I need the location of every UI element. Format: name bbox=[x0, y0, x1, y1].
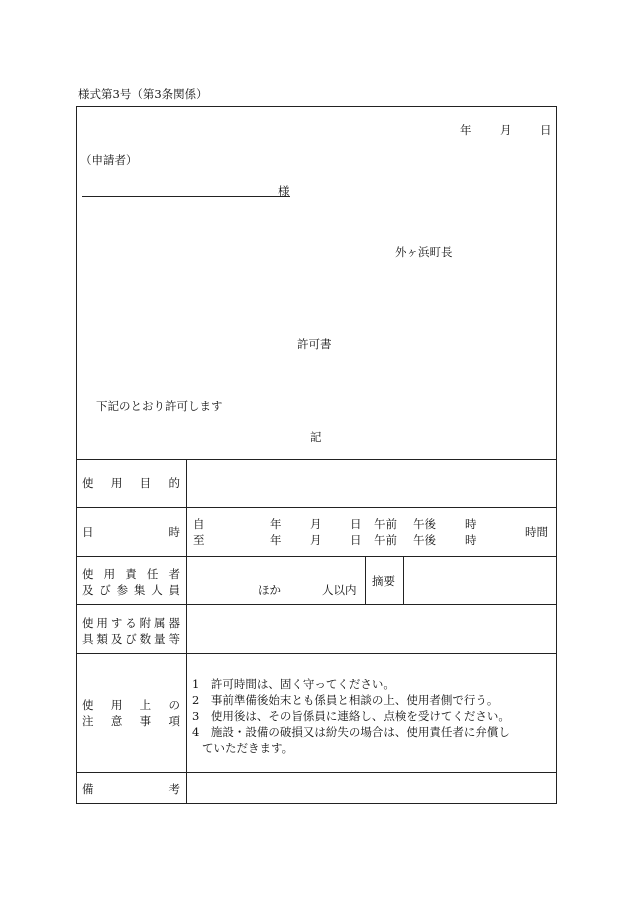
from-am: 午前 bbox=[374, 517, 397, 531]
rule-precautions-bottom bbox=[76, 772, 557, 773]
summary-left-divider bbox=[365, 556, 366, 604]
summary-right-divider bbox=[403, 556, 404, 604]
note-item: 1 許可時間は、固く守ってください。 bbox=[192, 677, 395, 691]
form-number-label: 様式第3号（第3条関係） bbox=[78, 87, 208, 101]
addressee-suffix: 様 bbox=[278, 184, 290, 198]
body-text: 下記のとおり許可します bbox=[96, 399, 223, 413]
other-label: ほか bbox=[258, 583, 281, 597]
note-item: 2 事前準備後始末とも係員と相談の上、使用者側で行う。 bbox=[192, 693, 499, 707]
document-title: 許可書 bbox=[297, 337, 332, 351]
rule-purpose-bottom bbox=[76, 507, 557, 508]
rule-datetime-bottom bbox=[76, 556, 557, 557]
responsible-label-line1: 使 用 責 任 者 bbox=[82, 567, 180, 581]
rule-equipment-bottom bbox=[76, 653, 557, 654]
record-label: 記 bbox=[310, 430, 322, 444]
precautions-notes bbox=[192, 676, 554, 756]
precautions-label-line1: 使 用 上 の bbox=[82, 698, 180, 712]
date-year: 年 bbox=[460, 123, 472, 137]
from-prefix: 自 bbox=[193, 517, 205, 531]
note-item-continuation: ていただきます。 bbox=[202, 741, 294, 755]
from-day: 日 bbox=[350, 517, 362, 531]
applicant-name-line bbox=[82, 196, 290, 197]
equipment-label-line1: 使 用 す る 附 属 器 bbox=[82, 616, 180, 630]
responsible-label-line2: 及 び 参 集 人 員 bbox=[82, 583, 180, 597]
purpose-label: 使 用 目 的 bbox=[82, 476, 180, 490]
people-within-label: 人以内 bbox=[322, 583, 357, 597]
hours-label: 時間 bbox=[525, 525, 548, 539]
datetime-label: 日 時 bbox=[82, 525, 180, 539]
to-day: 日 bbox=[350, 533, 362, 547]
to-month: 月 bbox=[310, 533, 322, 547]
date-day: 日 bbox=[540, 123, 552, 137]
summary-label: 摘要 bbox=[372, 574, 395, 588]
date-month: 月 bbox=[500, 123, 512, 137]
note-item: 3 使用後は、その旨係員に連絡し、点検を受けてください。 bbox=[192, 709, 510, 723]
precautions-label-line2: 注 意 事 項 bbox=[82, 714, 180, 728]
applicant-label: （申請者） bbox=[80, 153, 138, 167]
to-hour: 時 bbox=[465, 533, 477, 547]
to-prefix: 至 bbox=[193, 533, 205, 547]
rule-header-bottom bbox=[76, 459, 557, 460]
equipment-label-line2: 具 類 及 び 数 量 等 bbox=[82, 632, 180, 646]
note-item: 4 施設・設備の破損又は紛失の場合は、使用責任者に弁償し bbox=[192, 725, 510, 739]
from-pm: 午後 bbox=[413, 517, 436, 531]
to-year: 年 bbox=[270, 533, 282, 547]
from-year: 年 bbox=[270, 517, 282, 531]
remarks-label: 備 考 bbox=[82, 782, 180, 796]
label-column-divider bbox=[186, 459, 187, 804]
to-pm: 午後 bbox=[413, 533, 436, 547]
issuer-name: 外ヶ浜町長 bbox=[395, 245, 453, 259]
to-am: 午前 bbox=[374, 533, 397, 547]
rule-responsible-bottom bbox=[76, 604, 557, 605]
from-month: 月 bbox=[310, 517, 322, 531]
from-hour: 時 bbox=[465, 517, 477, 531]
